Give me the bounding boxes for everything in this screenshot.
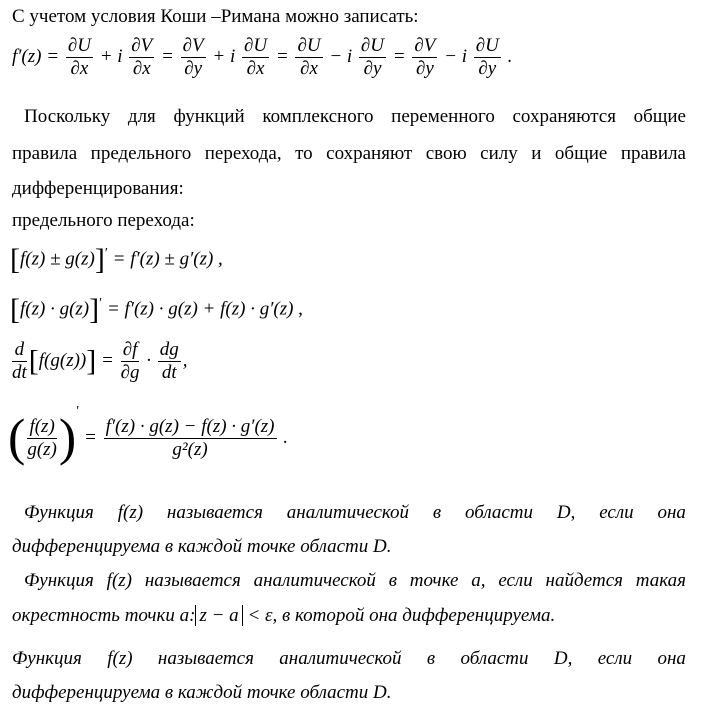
rule-sum: [f(z) ± g(z)]′ = f′(z) ± g′(z) , bbox=[10, 243, 223, 276]
cauchy-riemann-equation bbox=[12, 36, 512, 79]
fraction-4: $\frac{\partial U}{\partial x}$ bbox=[243, 35, 268, 79]
eq-operator: + i bbox=[99, 45, 123, 67]
paragraph-line: дифференцирования: bbox=[12, 178, 184, 199]
eq-lhs: f′(z) = bbox=[12, 45, 60, 67]
fraction-7: $\frac{\partial V}{\partial y}$ bbox=[414, 35, 436, 79]
eq-operator: = bbox=[392, 45, 406, 67]
rule-quotient: ( $\frac{f(z)}{g(z)}$ )′ = $\frac{f'(z) \cdot g(z) - f(z) \cdot g'(z)}{\text{g²(z)}}$ . bbox=[8, 404, 288, 467]
fraction-3: $\frac{\partial V}{\partial y}$ bbox=[182, 35, 204, 79]
label-limit: предельного перехода: bbox=[12, 210, 195, 231]
eq-operator: = bbox=[161, 45, 174, 67]
fraction-6: $\frac{\partial U}{\partial y}$ bbox=[360, 35, 385, 79]
rule-product: [f(z) · g(z)]′ = f′(z) · g(z) + f(z) · g′(z) , bbox=[10, 293, 303, 326]
eq-operator: + i bbox=[212, 45, 236, 67]
definition-3-line: Функция f(z) называется аналитической в области D, если она bbox=[12, 648, 686, 669]
definition-2-line: окрестность точки a: z − a < ε, в которой она дифференцируема. bbox=[12, 605, 556, 626]
eq-operator: − i bbox=[444, 45, 467, 67]
fraction-8: $\frac{\partial U}{\partial y}$ bbox=[475, 35, 499, 79]
fraction-1: $\frac{\partial U}{\partial x}$ bbox=[67, 35, 91, 79]
definition-2-line: Функция f(z) называется аналитической в точке a, если найдется такая bbox=[24, 570, 686, 591]
rule-chain: $\frac{d}{dt}$ [f(g(z))] = $\frac{\partial f}{\partial g}$ · $\frac{dg}{dt}$ , bbox=[12, 339, 188, 383]
heading-text: С учетом условия Коши –Римана можно записать: bbox=[12, 6, 419, 27]
eq-operator: = bbox=[275, 45, 289, 67]
fraction-2: $\frac{\partial V}{\partial x}$ bbox=[131, 35, 153, 79]
eq-operator: − i bbox=[329, 45, 353, 67]
paragraph-line: Поскольку для функций комплексного переменного сохраняются общие bbox=[24, 106, 686, 127]
fraction-5: $\frac{\partial U}{\partial x}$ bbox=[297, 35, 321, 79]
definition-1-line: дифференцируема в каждой точке области D. bbox=[12, 536, 392, 557]
eq-period: . bbox=[507, 45, 513, 67]
definition-3-line: дифференцируема в каждой точке области D. bbox=[12, 682, 392, 703]
paragraph-line: правила предельного перехода, то сохраняют свою силу и общие правила bbox=[12, 143, 686, 164]
definition-1-line: Функция f(z) называется аналитической в области D, если она bbox=[24, 502, 686, 523]
